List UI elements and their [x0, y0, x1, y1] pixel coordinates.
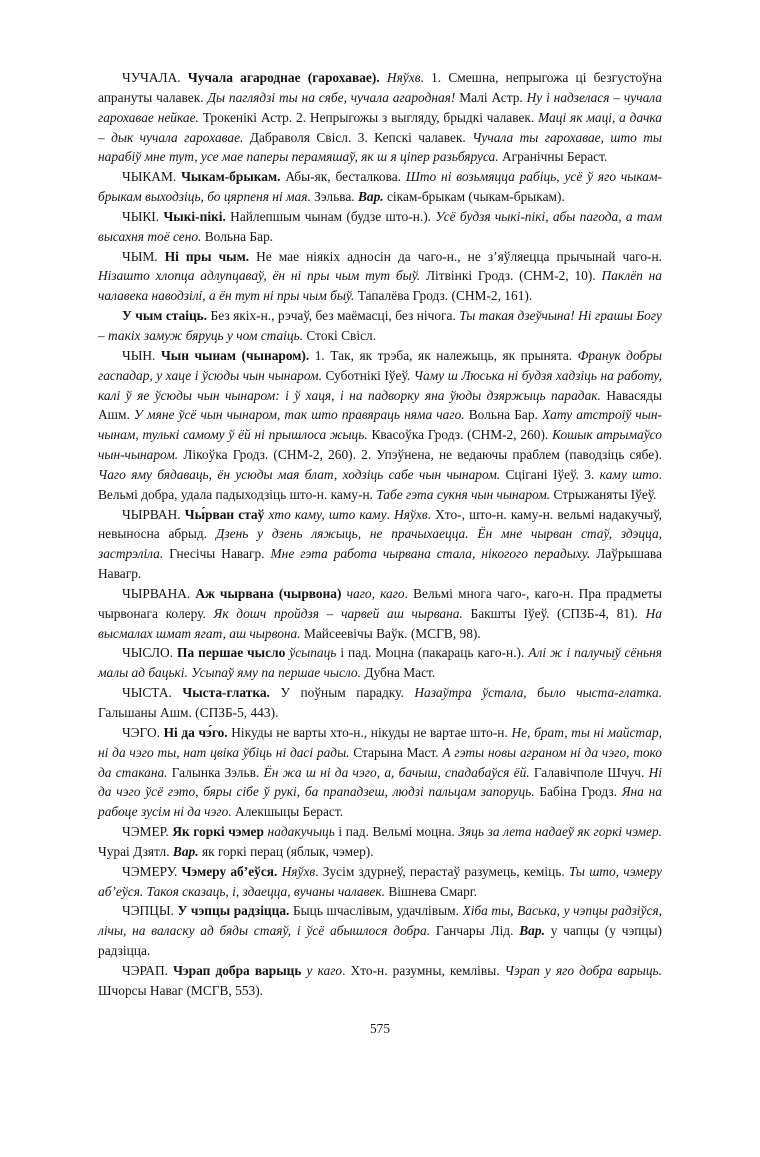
dictionary-entry [98, 207, 662, 247]
entry-text-run: Няўхв [386, 70, 421, 85]
entry-text-run: Галавічполе Шчуч. [529, 764, 649, 780]
entry-text-run: Чучала агароднае (гарохавае). [187, 70, 380, 85]
entry-headword: ЧЫН. [122, 347, 156, 363]
entry-headword: ЧЫРВАН. [122, 506, 181, 522]
entry-text-run: як горкі перац (яблык, чэмер). [198, 843, 374, 859]
entry-text-run: Чы́рван стаў [184, 506, 265, 522]
entry-text-run: Суботнікі Іўеў. [321, 367, 414, 383]
entry-text-run: Майсеевічы Ваўк. (МСГВ, 98). [300, 625, 481, 641]
entry-text-run: Агранічны Бераст. [498, 149, 608, 165]
entry-text-run: Ні да чэ́го. [163, 724, 228, 740]
entry-text-run: Лікоўка Гродз. (СНМ-2, 260). 2. Упэўнена, не ведаючы праблем (паводзіць сябе). [178, 447, 662, 463]
entry-text-run: Сцігані Іўеў. 3. [500, 466, 600, 482]
entry-text-run: у каго [306, 962, 343, 978]
entry-headword: ЧЫКІ. [122, 208, 160, 224]
entry-headword: ЧУЧАЛА. [122, 70, 181, 85]
dictionary-entry [98, 961, 662, 1001]
entry-text-run: . Хто-, што-н. каму-н. вельмі надакучыў, невыносна абрыд. [98, 506, 662, 542]
entry-text-run: Ты такая дзеўчына! Ні грашы Богу – такіх замуж бяруць у чом стаіць. [98, 308, 662, 343]
entry-text-run: надакучыць [267, 824, 335, 840]
entry-text-run: Аж чырвана (чырвона) [195, 585, 342, 601]
entry-text-run: Тапалёва Гродз. (СНМ-2, 161). [354, 288, 533, 304]
entry-text-run: Як дошч пройдзя – чарвей аш чырвана. [213, 605, 463, 621]
entry-text-run: Ганчары Лід. [430, 923, 520, 939]
entry-text-run: сікам-брыкам (чыкам-брыкам). [383, 189, 565, 205]
entry-text-run: Чураі Дзятл. [98, 843, 173, 859]
entry-text-run: Хату атстроіў чын-чынам, тулькі самому ў ёй ні прышлоса жыць. [98, 407, 662, 443]
entry-text-run: Дзень у дзень ляжыць, не прачыхаецца. Ён мне чырван стаў, здэцца, застрэліла. [98, 526, 662, 562]
entry-text-run: Навасяды Ашм. [98, 387, 662, 423]
entry-text-run: Усё будзя чыкі-пікі, абы пагода, а там высахня тоё сено. [98, 208, 662, 244]
entry-text-run: Мне гэта работа чырвана стала, нікогого перадыху. [270, 546, 591, 562]
entry-headword: ЧЫМ. [122, 248, 158, 264]
entry-text-run: Табе гэта сукня чын чынаром. [376, 486, 551, 502]
entry-text-run: . Вельмі многа чаго-, каго-н. Пра прадметы чырвонага колеру. [98, 585, 662, 621]
entry-headword: ЧЭГО. [122, 724, 160, 740]
entry-text-run: Быць шчаслівым, удачлівым. [289, 903, 463, 919]
entry-text-run: Па першае чысло [177, 645, 286, 661]
entry-text-run: Алі ж і палучыў сёньня малы ад бацькі. Усыпаў яму па першае чысло. [98, 645, 662, 681]
entry-headword: ЧЭРАП. [122, 962, 168, 978]
entry-headword: ЧЫСЛО. [122, 645, 174, 661]
entry-text-run: чаго, каго [346, 585, 405, 601]
entry-headword: ЧЭМЕР. [122, 824, 169, 840]
entry-text-run: Вольна Бар. [201, 228, 274, 244]
entry-text-run [181, 70, 188, 85]
entry-text-run: Абы-як, бесталкова. [280, 169, 406, 185]
entry-headword: ЧЫКАМ. [122, 169, 177, 185]
entry-text-run: . 1. Смешна, непрыгожа ці безгустоўна апрануты чалавек. [98, 70, 662, 105]
entry-headword: ЧЫРВАНА. [122, 585, 191, 601]
page-number: 575 [369, 1020, 391, 1036]
entry-text-run: і пад. Моцна (пакараць каго-н.). [336, 645, 529, 661]
entry-text-run: Няўхв [394, 506, 428, 522]
entry-text-run: Ну і надзелася – чучала гарохавае нейкае. [98, 89, 662, 125]
entry-text-run: Гальшаны Ашм. (СПЗБ-5, 443). [98, 705, 279, 720]
entry-text-run: Стокі Свісл. [303, 327, 377, 343]
dictionary-entry [98, 901, 662, 961]
entry-text-run: Назаўтра ўстала, было чыста-глатка. [414, 685, 662, 701]
entry-text-run: Стрыжаняты Іўеў. [550, 486, 657, 502]
entry-text-run: Ён жа ш ні да чэго, а, бачыш, спадабаўся ёй. [263, 764, 530, 780]
entry-text-run: Вар. [172, 843, 199, 859]
entry-text-run: Старына Маст. [349, 744, 443, 760]
entry-text-run: Вар. [357, 189, 384, 205]
entry-text-run: Малі Астр. [455, 89, 527, 105]
entry-text-run: Зяць за лета надаеў як горкі чэмер. [458, 824, 662, 840]
dictionary-entry [98, 68, 662, 167]
entry-text-run: каму што [599, 466, 659, 482]
entry-text-run: Найлепшым чынам (будзе што-н.). [225, 208, 436, 224]
entry-text-run: А гэты новы аграном ні да чэго, токо да стакана. [98, 744, 663, 780]
entry-text-run: Вішнева Смарг. [384, 883, 478, 899]
entry-text-run: ўсыпаць [289, 645, 337, 661]
entry-text-run: Паклёп на чалавека наводзілі, а ён тут ні пры чым быў. [98, 268, 662, 304]
entry-text-run: Алекшыцы Бераст. [231, 804, 344, 820]
entry-text-run: Бабіна Гродз. [534, 784, 622, 800]
dictionary-entry [98, 862, 662, 902]
entry-text-run: Чучала ты гарохавае, што ты нарабіў мне тут, усе мае паперы перамяшаў, як ш я ціпер разьбяруса. [98, 129, 663, 165]
dictionary-entry [98, 822, 662, 862]
dictionary-entry [98, 505, 662, 584]
entry-text-run: у чапцы (у чэпцы) радзіцца. [98, 923, 662, 959]
entry-text-run: Як горкі чэмер [172, 824, 264, 840]
text-column [98, 68, 662, 1001]
entry-text-run: Што ні возьмяцца рабіць, усё ў яго чыкам-брыкам выходзіць, бо цярпеня ні мая. [98, 169, 663, 205]
entry-text-run: Нізашто хлопца адлупцаваў, ён ні пры чым тут быў. [98, 268, 421, 284]
entry-text-run: Чыкі-пікі. [163, 208, 226, 224]
entry-text-run: і пад. Вельмі моцна. [334, 824, 459, 840]
entry-text-run: Зэльва. [310, 189, 358, 205]
entry-text-run: Чыста-глатка. [182, 685, 270, 701]
entry-headword: ЧЫСТА. [122, 685, 172, 701]
dictionary-entry [98, 723, 662, 822]
entry-text-run: Чэмеру аб’еўся. [181, 863, 278, 879]
entry-text-run: У чым стаіць. [122, 308, 208, 324]
entry-text-run: Дубна Маст. [360, 665, 436, 681]
entry-text-run: Ты што, чэмеру аб’еўся. Такоя сказаць, і, здаецца, вучаны чалавек. [98, 863, 662, 899]
entry-text-run: Ні да чэго ўсё гэто, бяры сібе ў рукі, ба прападзеш, людзі пальцам запоруць. [98, 764, 663, 800]
entry-text-run: Гнесічы Навагр. [163, 546, 271, 562]
entry-text-run: Хіба ты, Васька, у чэпцы радзіўся, лічы, на валаску ад бяды стаяў, і ўсё абышлося добра. [98, 903, 662, 939]
entry-text-run: У поўным парадку. [269, 685, 415, 701]
entry-text-run: Чэрап добра варыць [173, 962, 302, 978]
entry-text-run: . [386, 506, 395, 522]
entry-headword: ЧЭПЦЫ. [122, 903, 174, 919]
entry-text-run: Нікуды не варты хто-н., нікуды не вартае што-н. [227, 724, 512, 740]
entry-text-run: Чыкам-брыкам. [181, 169, 281, 185]
dictionary-entry [98, 584, 662, 644]
entry-text-run: Квасоўка Гродз. (СНМ-2, 260). [367, 427, 553, 443]
entry-text-run: 1. Так, як трэба, як належыць, як прынята. [309, 347, 578, 363]
entry-text-run: Франук добры гаспадар, у хаце і ўсюды чын чынаром. [98, 347, 662, 383]
entry-text-run: Лаўрышава Навагр. [98, 546, 662, 582]
dictionary-entry [98, 346, 662, 505]
entry-text-run: Ні пры чым. [164, 248, 250, 264]
entry-text-run [172, 685, 183, 700]
entry-text-run: Літвінкі Гродз. (СНМ-2, 10). [420, 268, 602, 284]
entry-text-run: Чын чынам (чынаром). [160, 347, 310, 363]
entry-text-run: У чэпцы радзіцца. [177, 903, 290, 919]
entry-text-run: хто каму, што каму [268, 506, 387, 522]
dictionary-entry [98, 683, 662, 723]
entry-text-run: Шчорсы Наваг (МСГВ, 553). [98, 982, 264, 998]
entry-text-run: Вольна Бар. [464, 407, 542, 423]
entry-text-run: У мяне ўсё чын чынаром, так што правяраць няма чаго. [133, 407, 465, 423]
entry-text-run: Ды паглядзі ты на сябе, чучала агародная! [207, 89, 456, 105]
entry-text-run: . Хто-н. разумны, кемлівы. [342, 962, 505, 978]
entry-text-run: Чаго яму бядаваць, ён усюды мая блат, ходзіць сабе чын чынаром. [98, 466, 501, 482]
entry-text-run [380, 70, 387, 85]
entry-text-run: Чэрап у яго добра варыць. [504, 962, 662, 978]
entry-text-run: Бакшты Іўеў. (СПЗБ-4, 81). [462, 605, 646, 621]
entry-text-run: Не, брат, ты ні майстар, ні да чэго ты, нат цвіка ўбіць ні дасі рады. [98, 724, 662, 760]
dictionary-entry [98, 306, 662, 346]
entry-text-run: . Зусім здурнеў, перастаў разумець, кеміць. [315, 863, 569, 879]
dictionary-entry [98, 167, 662, 207]
entry-headword: ЧЭМЕРУ. [122, 863, 178, 879]
dictionary-entry [98, 247, 662, 307]
entry-text-run: На высмалах шмат ягат, аш чырвона. [98, 605, 662, 641]
entry-text-run: Не мае ніякіх адносін да чаго-н., не з’яўляецца прычынай чаго-н. [249, 248, 662, 264]
entry-text-run: Без якіх-н., рэчаў, без маёмасці, без нічога. [207, 308, 460, 324]
entry-text-run: Маці як маці, а дачка – дык чучала гарохавае. [98, 109, 662, 145]
entry-text-run: . Вельмі добра, удала падыходзіць што-н. каму-н. [98, 466, 662, 502]
entry-text-run: Няўхв [281, 863, 316, 879]
entry-text-run: Вар. [519, 923, 545, 939]
entry-text-run: Трокенікі Астр. 2. Непрыгожы з выгляду, брыдкі чалавек. [198, 109, 539, 125]
entry-text-run: Дабраволя Свісл. 3. Кепскі чалавек. [243, 129, 473, 145]
entry-text-run: Чаму ш Люська ні будзя хадзіць на работу, калі ў яе ўсюды чын чынаром: і ў хаця, і на падворку яна ўюды дзяржыць парадак. [98, 367, 662, 403]
entry-text-run [158, 249, 165, 264]
entry-text-run: Кошык атрымаўсо чын-чынаром. [98, 427, 662, 463]
entry-text-run: Яна на рабоце зусім ні да чэго. [98, 784, 662, 820]
dictionary-entry [98, 643, 662, 683]
entry-text-run: Галынка Зэльв. [167, 764, 264, 780]
